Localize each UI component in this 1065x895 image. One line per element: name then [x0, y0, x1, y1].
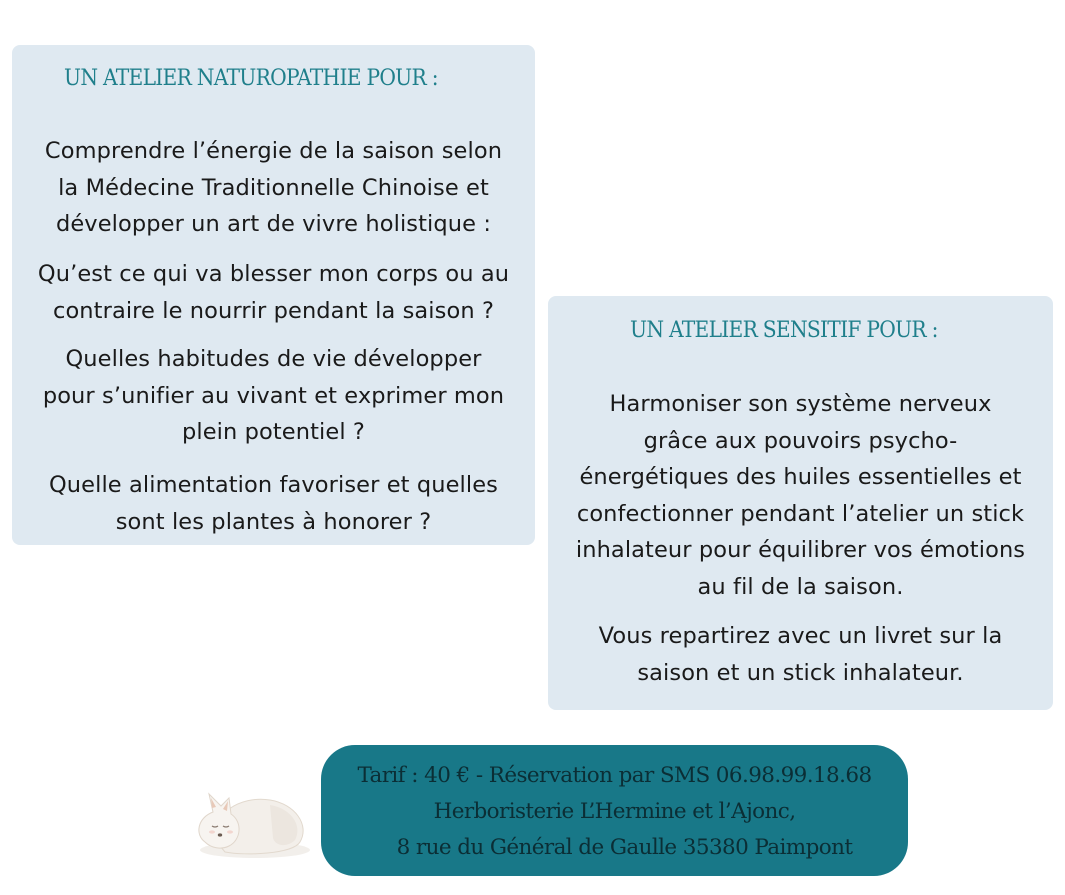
sensitif-card: [548, 296, 1053, 710]
text-line: Qu’est ce qui va blesser mon corps ou au: [37, 261, 510, 287]
text-line: Vous repartirez avec un livret sur la: [598, 623, 1003, 649]
text-line: Quelle alimentation favoriser et quelles: [48, 472, 498, 498]
naturopathie-paragraph-4: [12, 467, 535, 540]
address-text: 8 rue du Général de Gaulle 35380 Paimpont: [396, 835, 853, 860]
text-line: Harmoniser son système nerveux: [609, 391, 992, 417]
text-line: contraire le nourrir pendant la saison ?: [52, 297, 495, 324]
reservation-info-banner: [321, 745, 908, 876]
text-line: Quelles habitudes de vie développer: [65, 346, 482, 372]
sensitif-title: UN ATELIER SENSITIF POUR :: [630, 318, 938, 343]
text-line: pour s’unifier au vivant et exprimer mon: [42, 382, 505, 409]
naturopathie-paragraph-3: [12, 341, 535, 451]
sensitif-paragraph-2: [548, 618, 1053, 691]
text-line: la Médecine Traditionnelle Chinoise et: [58, 174, 489, 201]
naturopathie-paragraph-1: [12, 133, 535, 243]
text-line: Comprendre l’énergie de la saison selon: [44, 138, 503, 164]
text-line: sont les plantes à honorer ?: [115, 508, 432, 535]
text-line: au fil de la saison.: [697, 573, 904, 600]
naturopathie-card: [12, 45, 535, 545]
shop-name-text: Herboristerie L’Hermine et l’Ajonc,: [433, 799, 796, 824]
text-line: inhalateur pour équilibrer vos émotions: [575, 537, 1026, 563]
tarif-reservation-text: Tarif : 40 € - Réservation par SMS 06.98.99.18.68: [357, 763, 872, 788]
text-line: développer un art de vivre holistique :: [55, 211, 492, 237]
text-line: énergétiques des huiles essentielles et: [579, 464, 1022, 490]
text-line: confectionner pendant l’atelier un stick: [576, 500, 1025, 527]
text-line: grâce aux pouvoirs psycho-: [643, 427, 958, 454]
sleeping-fox-icon: [185, 780, 315, 865]
text-line: plein potentiel ?: [182, 419, 365, 445]
sensitif-paragraph-1: [548, 386, 1053, 605]
naturopathie-title: UN ATELIER NATUROPATHIE POUR :: [64, 66, 438, 91]
text-line: saison et un stick inhalateur.: [637, 659, 964, 686]
naturopathie-paragraph-2: [12, 256, 535, 329]
